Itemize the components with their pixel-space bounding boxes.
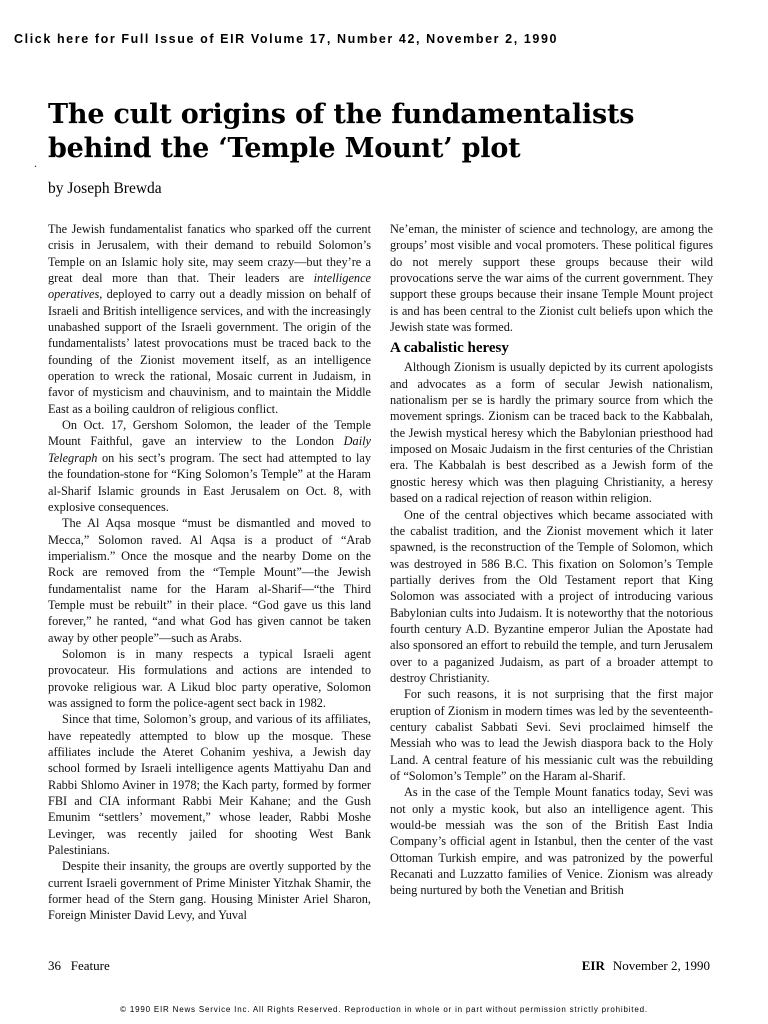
page-footer-right [582, 958, 710, 974]
left-column [48, 221, 371, 924]
issue-date: November 2, 1990 [612, 958, 710, 973]
paragraph: For such reasons, it is not surprising that the first major eruption of Zionism in modern times was led by the seventeenth-century cabalist Sabbati Sevi. Sevi proclaimed himself the Messiah who was to lead the Jewish diaspora back to the Holy Land. A central feature of his messianic cult was the rebuilding of “Solomon’s Temple” on the Haram al-Sharif. [390, 687, 713, 783]
paragraph: Despite their insanity, the groups are overtly supported by the current Israeli government of Prime Minister Yitzhak Shamir, the former head of the Stern gang. Housing Minister Ariel Sharon, Foreign Minister David Levy, and Yuval [48, 859, 371, 923]
paragraph: One of the central objectives which became associated with the cabalist tradition, and the Zionist movement which it later spawned, is the reconstruction of the Temple of Solomon, which was destroyed in 586 B.C. This fixation on Solomon’s Temple partially derives from the Old Testament report that King Solomon was associated with a project of introducing various Babylonian cults into Judaism. It is noteworthy that the notorious fourth century A.D. Byzantine emperor Julian the Apostate had also sponsored an effort to rebuild the temple, and turn Jerusalem over to a paganized Judaism, as part of a broader attempt to destroy Christianity. [390, 507, 713, 685]
article-title [48, 98, 634, 166]
right-column [390, 221, 713, 899]
title-line-1: The cult origins of the fundamentalists [48, 99, 635, 130]
paragraph: Although Zionism is usually depicted by its current apologists and advocates as a form of secular Jewish nationalism, nationalism per se is hardly the primary source from which the movement springs. Zionism can be traced back to the Kabbalah, the Jewish mystical heresy which the Babylonian priesthood had imposed on Mosaic Judaism in the first centuries of the Christian era. The Kabbalah is best described as a Jewish form of the gnostic heresy which was then plaguing Christianity, a heresy based on a radical rejection of reason within religion. [390, 360, 713, 506]
section-subhead: A cabalistic heresy [390, 340, 509, 357]
page-number: 36 [48, 958, 61, 973]
paragraph: As in the case of the Temple Mount fanatics today, Sevi was not only a mystic kook, but also an intelligence agent. This would-be messiah was the son of the British East India Company’s official agent in Istanbul, then the center of the vast Ottoman Turkish empire, and was patronized by the powerful Recanati and Luzzatto families of Venice. Zionism was already being nurtured by both the Venetian and British [390, 785, 713, 898]
paragraph: Ne’eman, the minister of science and technology, are among the groups’ most visible and vocal promoters. These political figures do not merely support these groups because their wild provocations serve the war aims of the current government. They support these groups because their insane Temple Mount project is and has been central to the Zionist cult beliefs upon which the Jewish state was formed. [390, 222, 713, 335]
copyright-notice: © 1990 EIR News Service Inc. All Rights Reserved. Reproduction in whole or in part without permission strictly prohibited. [120, 1005, 648, 1014]
stray-mark: . [34, 156, 37, 170]
paragraph: The Jewish fundamentalist fanatics who sparked off the current crisis in Jerusalem, with their demand to rebuild Solomon’s Temple on an Islamic holy site, may seem crazy—but they’re a great deal more than that. Their leaders are intelligence operatives, deployed to carry out a deadly mission on behalf of Israeli and British intelligence services, and with the increasingly unabashed support of the Israeli government. The origin of the fundamentalists’ latest provocations must be traced back to the founding of the Zionist movement itself, as an intelligence operation to wreck the rational, Mosaic current in Judaism, in favor of mysticism and chauvinism, and to maintain the Middle East as a boiling cauldron of religious conflict. [48, 222, 371, 416]
paragraph: On Oct. 17, Gershom Solomon, the leader of the Temple Mount Faithful, gave an interview to the London Daily Telegraph on his sect’s program. The sect had attempted to lay the foundation-stone for “King Solomon’s Temple” at the Haram al-Sharif Islamic grounds in East Jerusalem on Oct. 8, with explosive consequences. [48, 418, 371, 514]
page-footer-left [48, 958, 110, 974]
paragraph: Since that time, Solomon’s group, and various of its affiliates, have repeatedly attempted to blow up the mosque. These affiliates include the Ateret Cohanim yeshiva, a Jewish day school formed by Israeli intelligence agents Mattiyahu Dan and Rabbi Shlomo Aviner in 1978; the Kach party, formed by former FBI and CIA informant Rabbi Meir Kahane; and the Gush Emunim “settlers’ movement,” whose leader, Rabbi Moshe Levinger, was recently jailed for shooting West Bank Palestinians. [48, 712, 371, 858]
paragraph: Solomon is in many respects a typical Israeli agent provocateur. His formulations and actions are intended to provoke religious war. A Likud bloc party operative, Solomon was assigned to form the police-agent sect back in 1982. [48, 646, 371, 710]
byline: by Joseph Brewda [48, 180, 162, 197]
paragraph: The Al Aqsa mosque “must be dismantled and moved to Mecca,” Solomon raved. Al Aqsa is a product of “Arab imperialism.” Once the mosque and the nearby Dome on the Rock are removed from the “Temple Mount”—the Jewish fundamentalist name for the Haram al-Sharif—“the Third Temple must be rebuilt” in their place. “God gave us this land forever,” he ranted, “and what God has given cannot be taken away by other people”—such as Arabs. [48, 516, 371, 645]
full-issue-link[interactable]: Click here for Full Issue of EIR Volume 17, Number 42, November 2, 1990 [14, 32, 559, 46]
section-name: Feature [70, 958, 110, 973]
title-line-2: behind the ‘Temple Mount’ plot [48, 133, 521, 164]
publication-name: EIR [581, 958, 605, 973]
